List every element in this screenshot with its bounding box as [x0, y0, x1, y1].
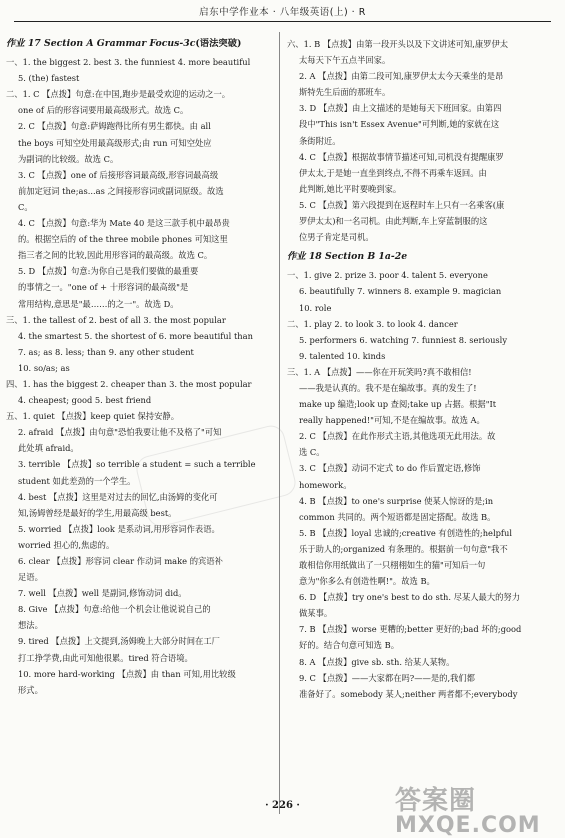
answer-line: 意为"你多么有创造性啊!"。故选 B。	[299, 576, 435, 587]
answer-line: 罗伊太太)和一名司机。由此判断,车上穿蓝制服的这	[299, 216, 488, 227]
right-answer-lines-top	[287, 36, 555, 245]
column-divider	[279, 32, 280, 814]
answer-line: 3. C 【点拨】动词不定式 to do 作后置定语,修饰	[299, 463, 481, 474]
answer-line: 2. C 【点拨】在此作形式主语,其他选项无此用法。故	[299, 431, 496, 442]
answer-line: worried 担心的,焦虑的。	[18, 539, 115, 550]
answer-line: homework。	[299, 479, 352, 490]
answer-line: 五、1. quiet 【点拨】keep quiet 保持安静。	[6, 411, 179, 422]
answer-line: 8. Give 【点拨】句意:给他一个机会让他说说自己的	[18, 604, 211, 615]
answer-line: 10. more hard-working 【点拨】由 than 可知,用比较级	[18, 668, 236, 679]
answer-line: 前加定冠词 the;as...as 之间接形容词或副词原级。故选	[18, 185, 224, 196]
section-tag: (语法突破)	[195, 38, 242, 49]
answer-line: 伊太太,于是她一直坐到终点,不得不再乘车返回。由	[299, 167, 487, 178]
answer-line: 敢相信你用纸做出了一只栩栩如生的猫"可知后一句	[299, 560, 486, 570]
answer-line: 斯特先生后面的那班车。	[299, 87, 391, 98]
answer-line: 8. A 【点拨】give sb. sth. 给某人某物。	[299, 656, 455, 667]
right-answer-lines-bottom	[287, 267, 555, 702]
answer-line: 5. C 【点拨】第六段提到在返程时车上只有一名乘客(康	[299, 199, 505, 210]
answer-line: 太每天下午五点半回家。	[299, 55, 391, 66]
answer-line: 位男子肯定是司机。	[299, 232, 374, 243]
answer-line: 10. so/as; as	[18, 362, 70, 373]
running-header: 启东中学作业本 · 八年级英语(上) · R	[199, 7, 366, 18]
answer-line: 10. role	[299, 302, 332, 313]
answer-line: 二、1. play 2. to look 3. to look 4. dancer	[287, 318, 458, 329]
answer-line: make up 编造;look up 查阅;take up 占据。根据"It	[299, 399, 497, 410]
left-column	[6, 36, 268, 698]
answer-line: 5. performers 6. watching 7. funniest 8. seriously	[299, 334, 508, 345]
answer-line: 9. talented 10. kinds	[299, 350, 386, 361]
answer-line: common 共同的。两个短语都是固定搭配。故选 B。	[299, 511, 496, 522]
answer-line: the boys 可知空处用最高级形式;由 run 可知空处应	[18, 137, 212, 148]
section-title: 作业 17 Section A Grammar Focus-3c	[6, 38, 196, 49]
answer-line: ——我是认真的。我不是在编故事。真的发生了!	[299, 382, 477, 393]
answer-line: 7. B 【点拨】worse 更糟的;better 更好的;bad 坏的;good	[299, 624, 522, 635]
answer-line: 打工挣学费,由此可知他很累。tired 符合语境。	[18, 652, 193, 663]
answer-line: 9. C 【点拨】——大家都在吗?——是的,我们都	[299, 672, 475, 683]
answer-line: 4. best 【点拨】这里是对过去的回忆,由汤姆的变化可	[18, 491, 218, 502]
watermark-line1: 答案圈	[395, 786, 477, 816]
answer-line: 4. C 【点拨】句意:华为 Mate 40 是这三款手机中最昂贵	[18, 218, 230, 229]
answer-line: 3. terrible 【点拨】so terrible a student = such a terrible	[18, 459, 256, 470]
answer-line: 三、1. A 【点拨】——你在开玩笑吗?真不敢相信!	[287, 366, 472, 377]
answer-line: 7. well 【点拨】well 是副词,修饰动词 did。	[18, 588, 187, 599]
section-heading-17	[6, 36, 268, 52]
answer-line: 一、1. the biggest 2. best 3. the funniest 4. more beautiful	[6, 57, 251, 68]
page-number: · 226 ·	[265, 800, 300, 811]
answer-line: 5. (the) fastest	[18, 73, 80, 84]
answer-line: 6. D 【点拨】try one's best to do sth. 尽某人最大的努力	[299, 592, 521, 603]
answer-line: 4. B 【点拨】to one's surprise 使某人惊讶的是;in	[299, 495, 494, 506]
answer-line: 指三者之间的比较,因此用形容词的最高级。故选 C。	[18, 250, 213, 261]
answer-line: one of 后的形容词要用最高级形式。故选 C。	[18, 105, 189, 116]
answer-line: 好的。结合句意可知选 B。	[299, 640, 400, 651]
answer-line: 5. worried 【点拨】look 是系动词,用形容词作表语。	[18, 523, 220, 534]
answer-line: 选 C。	[299, 447, 325, 458]
answer-line: 4. cheapest; good 5. best friend	[18, 395, 152, 406]
answer-line: 的。根据空后的 of the three mobile phones 可知这里	[18, 234, 228, 245]
answer-line: 2. afraid 【点拨】由句意"恐怕我要让他不及格了"可知	[18, 427, 222, 438]
answer-line: 三、1. the tallest of 2. best of all 3. the most popular	[6, 314, 226, 325]
answer-line: 此判断,她比平时要晚到家。	[299, 183, 402, 194]
answer-line: 5. D 【点拨】句意:为你自己是我们要做的最重要	[18, 266, 199, 277]
answer-line: 的事情之一。"one of + 十形容词的最高级"是	[18, 282, 189, 293]
answer-line: 一、1. give 2. prize 3. poor 4. talent 5. everyone	[287, 270, 488, 281]
left-answer-lines	[6, 54, 268, 698]
watermark-line2: MXQE.COM	[395, 813, 541, 838]
answer-line: 段中"This isn't Essex Avenue"可判断,她的家就在这	[299, 119, 500, 130]
answer-line: 准备好了。somebody 某人;neither 两者都不;everybody	[299, 688, 518, 699]
answer-line: 4. the smartest 5. the shortest of 6. more beautiful than	[18, 330, 253, 341]
answer-line: 知,汤姆曾经是最好的学生,用最高级 best。	[18, 507, 177, 518]
answer-line: 常用结构,意思是"最……的之一"。故选 D。	[18, 298, 179, 309]
answer-line: 想法。	[18, 620, 43, 631]
answer-line: student 如此差劲的一个学生。	[18, 475, 136, 486]
answer-line: 6. clear 【点拨】形容词 clear 作动词 make 的宾语补	[18, 556, 223, 566]
answer-line: 形式。	[18, 684, 43, 695]
answer-line: really happened!"可知,不是在编故事。故选 A。	[299, 415, 485, 426]
answer-line: 为副词的比较级。故选 C。	[18, 153, 119, 164]
answer-line: C。	[18, 201, 33, 212]
answer-line: 5. B 【点拨】loyal 忠诚的;creative 有创造性的;helpful	[299, 527, 512, 538]
answer-line: 3. D 【点拨】由上文描述的是她每天下班回家。由第四	[299, 103, 502, 114]
answer-line: 做某事。	[299, 608, 333, 619]
answer-line: 9. tired 【点拨】上文提到,汤姆晚上大部分时间在工厂	[18, 636, 220, 647]
answer-line: 条街附近。	[299, 135, 341, 146]
answer-line: 足语。	[18, 572, 43, 583]
right-column	[287, 36, 555, 702]
section-heading-18: 作业 18 Section B 1a-2e	[287, 251, 408, 263]
answer-line: 四、1. has the biggest 2. cheaper than 3. the most popular	[6, 378, 252, 389]
answer-line: 六、1. B 【点拨】由第一段开头以及下文讲述可知,康罗伊太	[287, 39, 509, 49]
answer-line: 2. C 【点拨】句意:萨姆跑得比所有男生都快。由 all	[18, 121, 211, 132]
answer-line: 7. as; as 8. less; than 9. any other student	[18, 346, 194, 357]
answer-line: 乐于助人的;organized 有条理的。根据前一句句意"我不	[299, 543, 508, 554]
answer-line: 此处填 afraid。	[18, 443, 79, 454]
answer-line: 4. C 【点拨】根据故事情节描述可知,司机没有提醒康罗	[299, 151, 504, 162]
answer-line: 二、1. C 【点拨】句意:在中国,跑步是最受欢迎的运动之一。	[6, 89, 231, 100]
answer-line: 6. beautifully 7. winners 8. example 9. magician	[299, 286, 502, 297]
answer-line: 3. C 【点拨】one of 后接形容词最高级,形容词最高级	[18, 169, 219, 180]
answer-line: 2. A 【点拨】由第二段可知,康罗伊太太今天乘坐的是昂	[299, 71, 504, 82]
header-rule	[14, 21, 551, 22]
